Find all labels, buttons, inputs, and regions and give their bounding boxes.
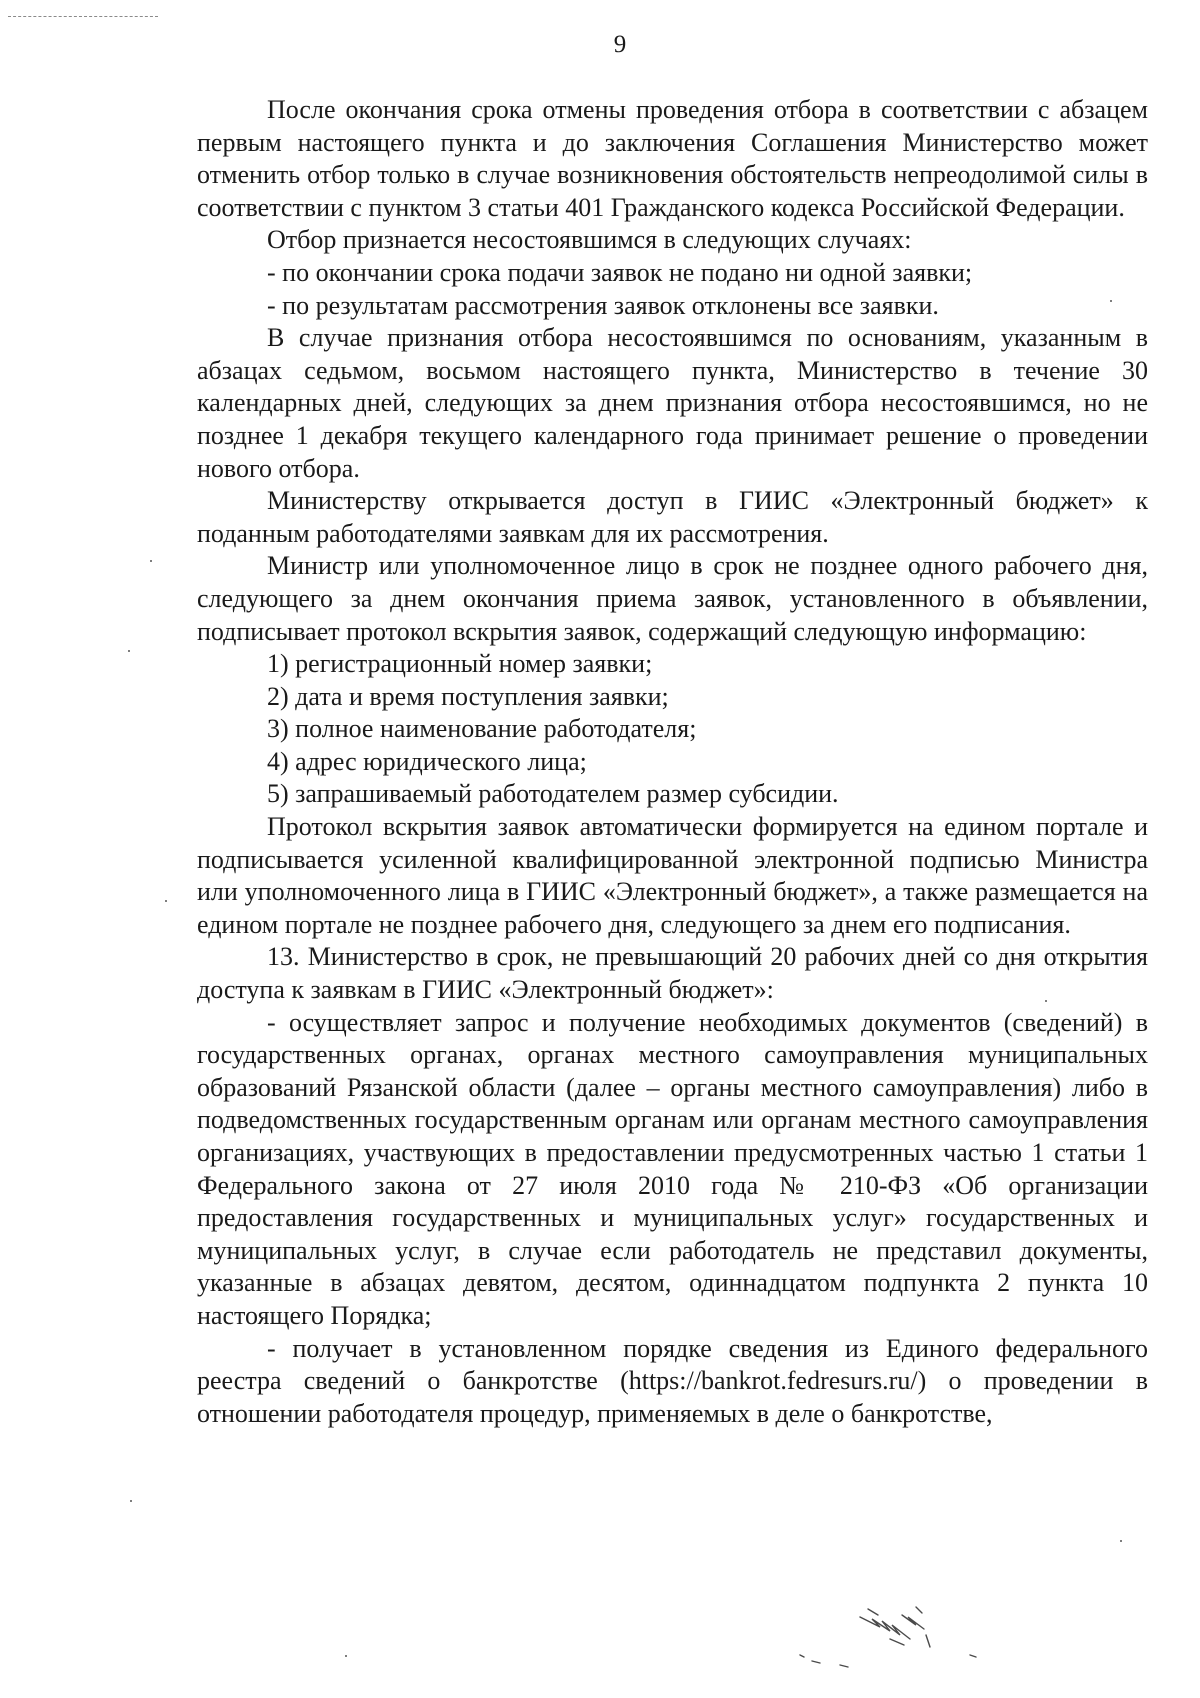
paragraph-clause-13: 13. Министерство в срок, не превышающий 20 рабочих дней со дня открытия доступа к заявкам в ГИИС «Электронный бюджет»: <box>197 942 1148 1005</box>
signature-scribble <box>740 1595 990 1675</box>
paragraph-no-applications: - по окончании срока подачи заявок не подано ни одной заявки; <box>267 257 973 287</box>
scan-speck <box>130 1500 132 1502</box>
list-item-subsidy-amount: 5) запрашиваемый работодателем размер субсидии. <box>267 779 839 809</box>
list-item-date-time: 2) дата и время поступления заявки; <box>267 681 669 711</box>
paragraph-new-selection: В случае признания отбора несостоявшимся по основаниям, указанным в абзацах седьмом, восьмом настоящего пункта, Министерство в течение 30 календарных дней, следующих за днем признания отбора несостоявшимся, но не позднее 1 декабря текущего календарного года принимает решение о проведении нового отбора. <box>197 323 1148 483</box>
document-body <box>197 94 1148 1430</box>
paragraph-request-documents: - осуществляет запрос и получение необходимых документов (сведений) в государственных органах, органах местного самоуправления муниципальных образований Рязанской области (далее – органы местного самоуправления) либо в подведомственных государственным органам или органам местного самоуправления организациях, участвующих в предоставлении предусмотренных частью 1 статьи 1 Федерального закона от 27 июля 2010 года № 210-ФЗ «Об организации предоставления государственных и муниципальных услуг» государственных и муниципальных услуг, в случае если работодатель не представил документы, указанные в абзацах девятом, десятом, одиннадцатом подпункта 2 пункта 10 настоящего Порядка; <box>197 1007 1148 1330</box>
paragraph-protocol-signing: Протокол вскрытия заявок автоматически формируется на едином портале и подписывается усиленной квалифицированной электронной подписью Министра или уполномоченного лица в ГИИС «Электронный бюджет», а также размещается на едином портале не позднее рабочего дня, следующего за днем его подписания. <box>197 812 1148 939</box>
scan-speck <box>165 900 167 902</box>
paragraph-opening-protocol: Министр или уполномоченное лицо в срок не позднее одного рабочего дня, следующего за днем окончания приема заявок, установленного в объявлении, подписывает протокол вскрытия заявок, содержащий следующую информацию: <box>197 551 1148 646</box>
page-number: 9 <box>613 31 627 58</box>
paragraph-giis-access: Министерству открывается доступ в ГИИС «Электронный бюджет» к поданным работодателями заявкам для их рассмотрения. <box>197 486 1148 548</box>
scan-edge-mark <box>8 16 158 18</box>
paragraph-bankruptcy-registry: - получает в установленном порядке сведения из Единого федерального реестра сведений о банкротстве (https://bankrot.fedresurs.ru/) о проведении в отношении работодателя процедур, применяемых в деле о банкротстве, <box>197 1333 1148 1428</box>
list-item-registration-number: 1) регистрационный номер заявки; <box>267 649 653 679</box>
scan-speck <box>1120 1540 1122 1542</box>
scan-speck <box>150 560 152 562</box>
paragraph-failed-selection-intro: Отбор признается несостоявшимся в следующих случаях: <box>267 225 912 255</box>
paragraph-all-rejected: - по результатам рассмотрения заявок отклонены все заявки. <box>267 290 939 320</box>
scan-speck <box>345 1655 347 1657</box>
scan-speck <box>1045 1000 1047 1002</box>
scan-speck <box>128 650 130 652</box>
list-item-legal-address: 4) адрес юридического лица; <box>267 746 587 776</box>
paragraph-cancellation-after-deadline: После окончания срока отмены проведения отбора в соответствии с абзацем первым настоящего пункта и до заключения Соглашения Министерство может отменить отбор только в случае возникновения обстоятельств непреодолимой силы в соответствии с пунктом 3 статьи 401 Гражданского кодекса Российской Федерации. <box>197 95 1148 222</box>
scan-speck <box>1110 300 1112 302</box>
list-item-employer-name: 3) полное наименование работодателя; <box>267 714 697 744</box>
